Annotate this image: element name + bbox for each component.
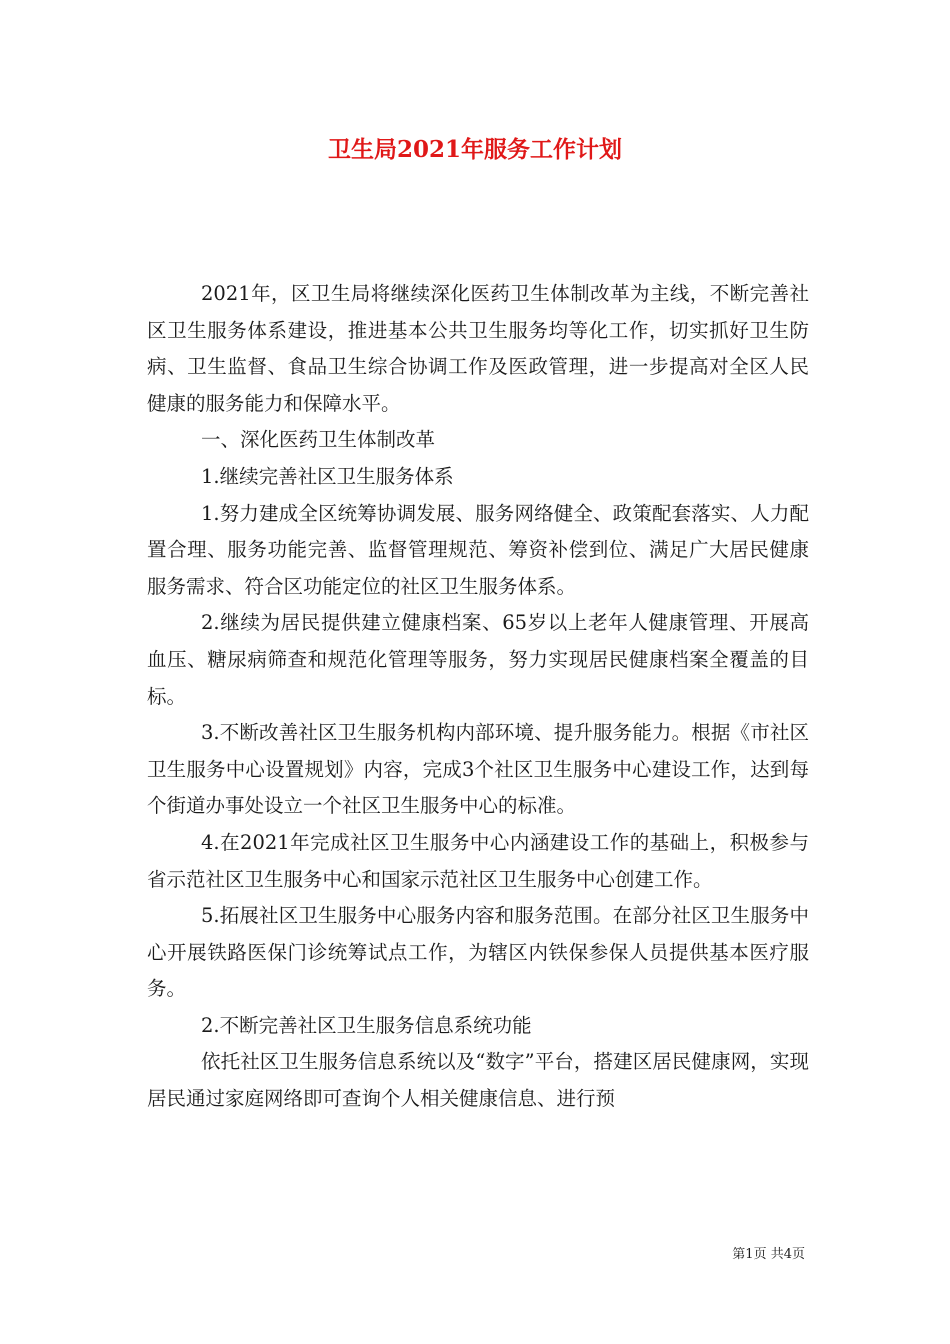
section-heading-1: 一、深化医药卫生体制改革 (201, 428, 436, 452)
document-body (147, 276, 809, 1118)
footer-middle: 页 共 (753, 1247, 784, 1262)
footer-current-page: 1 (745, 1247, 754, 1262)
list-item-5: 5.拓展社区卫生服务中心服务内容和服务范围。在部分社区卫生服务中心开展铁路医保门诊统筹试点工作，为辖区内铁保参保人员提供基本医疗服务。 (147, 904, 809, 1001)
subsection-heading-1: 1.继续完善社区卫生服务体系 (201, 464, 454, 488)
paragraph-network: 依托社区卫生服务信息系统以及“数字”平台，搭建区居民健康网，实现居民通过家庭网络即可查询个人相关健康信息、进行预 (147, 1050, 809, 1111)
footer-prefix: 第 (732, 1247, 746, 1262)
list-item-1: 1.努力建成全区统筹协调发展、服务网络健全、政策配套落实、人力配置合理、服务功能完善、监督管理规范、筹资补偿到位、满足广大居民健康服务需求、符合区功能定位的社区卫生服务体系。 (147, 501, 809, 598)
list-item-4: 4.在2021年完成社区卫生服务中心内涵建设工作的基础上，积极参与省示范社区卫生服务中心和国家示范社区卫生服务中心创建工作。 (147, 830, 809, 891)
list-item-3: 3.不断改善社区卫生服务机构内部环境、提升服务能力。根据《市社区卫生服务中心设置规划》内容，完成3个社区卫生服务中心建设工作，达到每个街道办事处设立一个社区卫生服务中心的标准。 (147, 721, 809, 818)
paragraph-intro: 2021年，区卫生局将继续深化医药卫生体制改革为主线，不断完善社区卫生服务体系建设，推进基本公共卫生服务均等化工作，切实抓好卫生防病、卫生监督、食品卫生综合协调工作及医政管理，进一步提高对全区人民健康的服务能力和保障水平。 (147, 282, 809, 415)
footer-suffix: 页 (791, 1247, 805, 1262)
document-title: 卫生局2021年服务工作计划 (327, 136, 622, 163)
subsection-heading-2: 2.不断完善社区卫生服务信息系统功能 (201, 1013, 532, 1037)
list-item-2: 2.继续为居民提供建立健康档案、65岁以上老年人健康管理、开展高血压、糖尿病筛查和规范化管理等服务，努力实现居民健康档案全覆盖的目标。 (147, 611, 809, 708)
footer-total-pages: 4 (783, 1247, 792, 1262)
page-footer (732, 1246, 805, 1264)
